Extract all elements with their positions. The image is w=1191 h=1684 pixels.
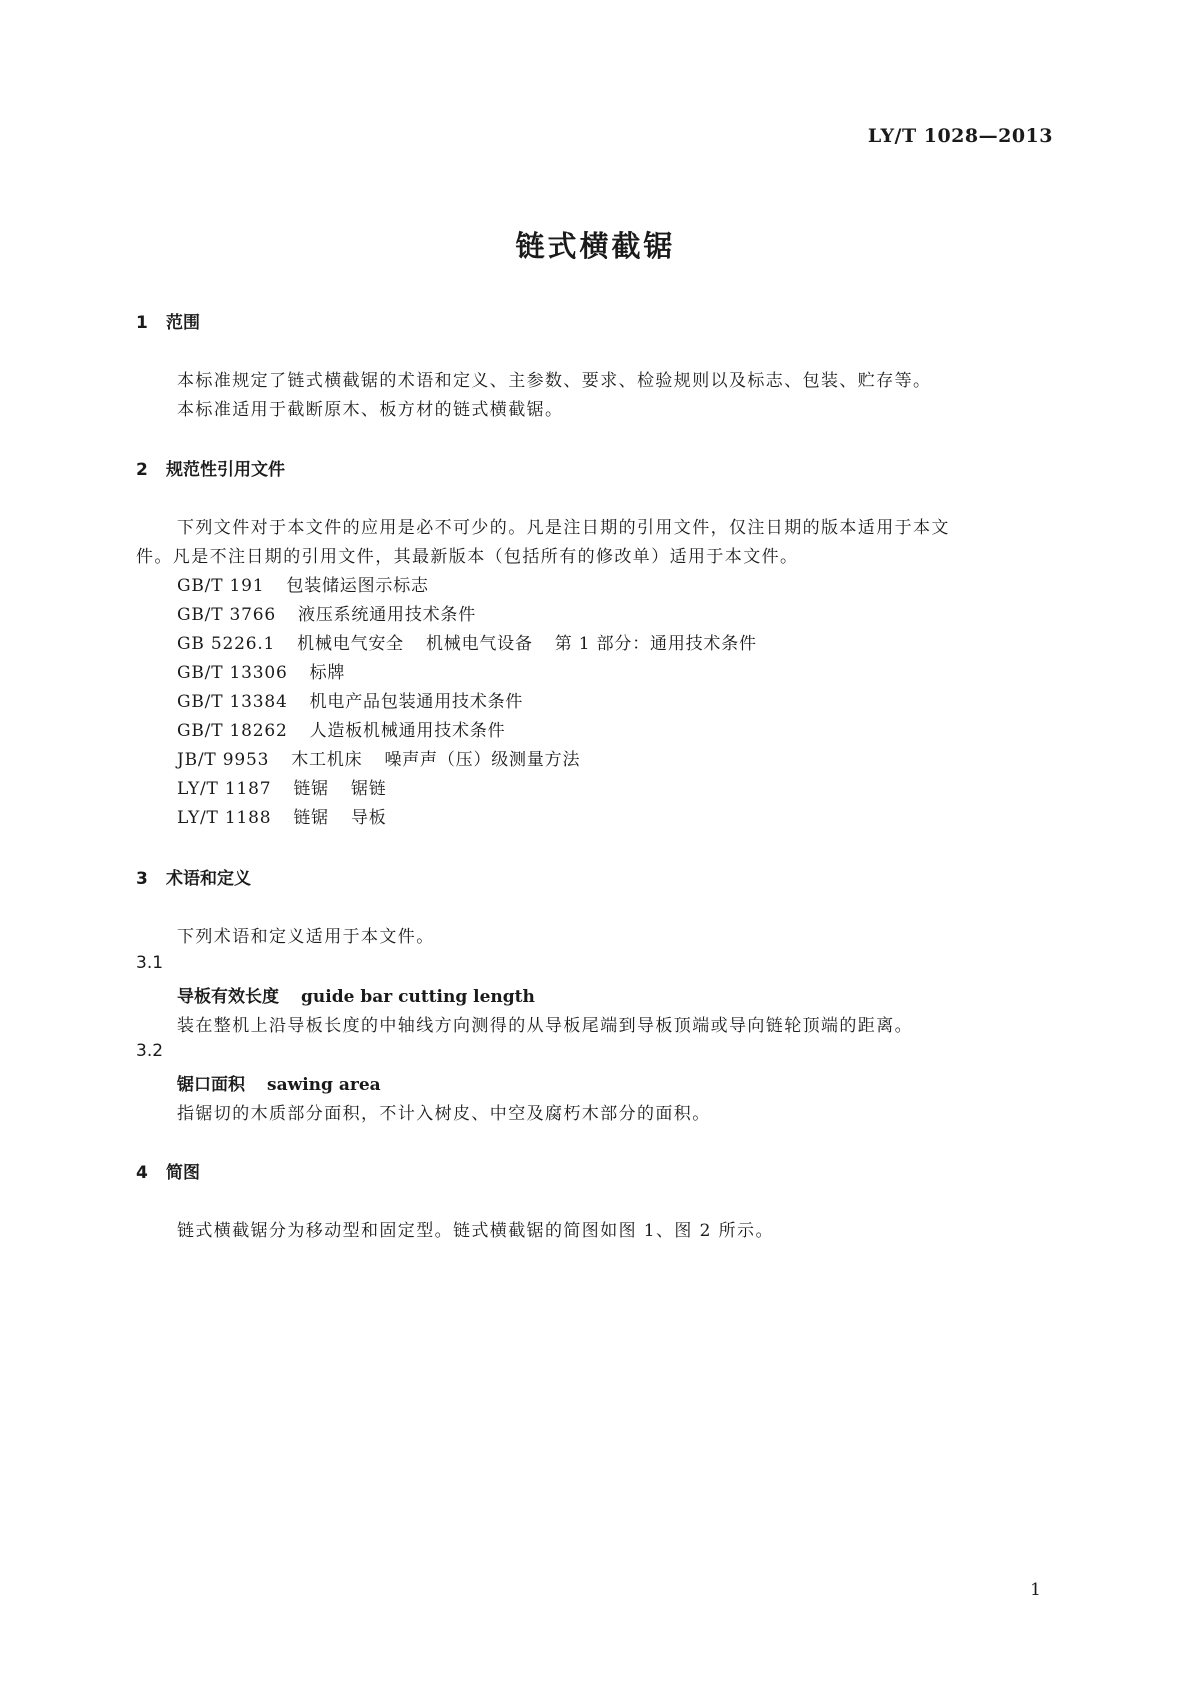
reference-code: GB/T 191	[177, 576, 265, 596]
term-cn: 锯口面积	[177, 1075, 245, 1095]
reference-code: LY/T 1187	[177, 779, 272, 799]
paragraph: 链式横截锯分为移动型和固定型。链式横截锯的简图如图 1、图 2 所示。	[177, 1221, 774, 1241]
section-number: 1	[136, 313, 148, 333]
reference-item	[177, 803, 387, 828]
section-4-heading	[136, 1158, 200, 1183]
reference-title: 第 1 部分：通用技术条件	[554, 634, 757, 654]
reference-code: GB/T 13384	[177, 692, 288, 712]
clause-number: 3.2	[136, 1041, 164, 1061]
section-3-heading	[136, 864, 251, 889]
paragraph: 本标准适用于截断原木、板方材的链式横截锯。	[177, 400, 564, 420]
reference-title: 机电产品包装通用技术条件	[309, 692, 524, 712]
reference-item	[177, 571, 429, 596]
reference-title: 人造板机械通用技术条件	[309, 721, 506, 741]
section-title: 术语和定义	[166, 869, 251, 889]
page-number: 1	[1030, 1580, 1041, 1600]
reference-item	[177, 716, 505, 741]
reference-title: 机械电气设备	[425, 634, 533, 654]
paragraph-continuation: 件。凡是不注日期的引用文件，其最新版本（包括所有的修改单）适用于本文件。	[136, 547, 799, 567]
reference-title: 木工机床	[291, 750, 363, 770]
reference-title: 机械电气安全	[297, 634, 404, 654]
term-definition: 装在整机上沿导板长度的中轴线方向测得的从导板尾端到导板顶端或导向链轮顶端的距离。	[177, 1016, 913, 1036]
term-definition: 指锯切的木质部分面积，不计入树皮、中空及腐朽木部分的面积。	[177, 1104, 711, 1124]
reference-item	[177, 629, 757, 654]
reference-item	[177, 658, 345, 683]
reference-code: JB/T 9953	[177, 750, 270, 770]
reference-code: GB 5226.1	[177, 634, 276, 654]
section-number: 2	[136, 460, 148, 480]
reference-title: 链锯	[293, 808, 329, 828]
paragraph: 本标准规定了链式横截锯的术语和定义、主参数、要求、检验规则以及标志、包装、贮存等。	[177, 371, 932, 391]
paragraph: 下列术语和定义适用于本文件。	[177, 927, 435, 947]
reference-code: GB/T 3766	[177, 605, 277, 625]
reference-code: GB/T 13306	[177, 663, 288, 683]
reference-title: 包装储运图示标志	[286, 576, 429, 596]
page-title: 链式横截锯	[515, 229, 676, 263]
section-title: 简图	[166, 1163, 200, 1183]
term-entry	[177, 982, 535, 1007]
section-title: 范围	[166, 313, 200, 333]
term-entry	[177, 1070, 381, 1095]
section-2-heading	[136, 455, 285, 480]
section-number: 4	[136, 1163, 148, 1183]
reference-item	[177, 600, 476, 625]
reference-item	[177, 687, 523, 712]
clause-number: 3.1	[136, 953, 164, 973]
reference-code: GB/T 18262	[177, 721, 288, 741]
document-code: LY/T 1028—2013	[867, 125, 1053, 147]
reference-title: 链锯	[293, 779, 329, 799]
reference-title: 标牌	[309, 663, 346, 683]
section-title: 规范性引用文件	[166, 460, 285, 480]
section-number: 3	[136, 869, 148, 889]
reference-title: 导板	[350, 808, 387, 828]
section-1-heading	[136, 308, 200, 333]
paragraph: 下列文件对于本文件的应用是必不可少的。凡是注日期的引用文件，仅注日期的版本适用于本文	[177, 518, 950, 538]
reference-title: 锯链	[350, 779, 387, 799]
reference-title: 液压系统通用技术条件	[298, 605, 477, 625]
reference-code: LY/T 1188	[177, 808, 272, 828]
reference-title: 噪声声（压）级测量方法	[384, 750, 581, 770]
reference-item	[177, 774, 387, 799]
term-en: guide bar cutting length	[301, 987, 535, 1007]
term-en: sawing area	[267, 1075, 381, 1095]
reference-item	[177, 745, 580, 770]
term-cn: 导板有效长度	[177, 987, 279, 1007]
